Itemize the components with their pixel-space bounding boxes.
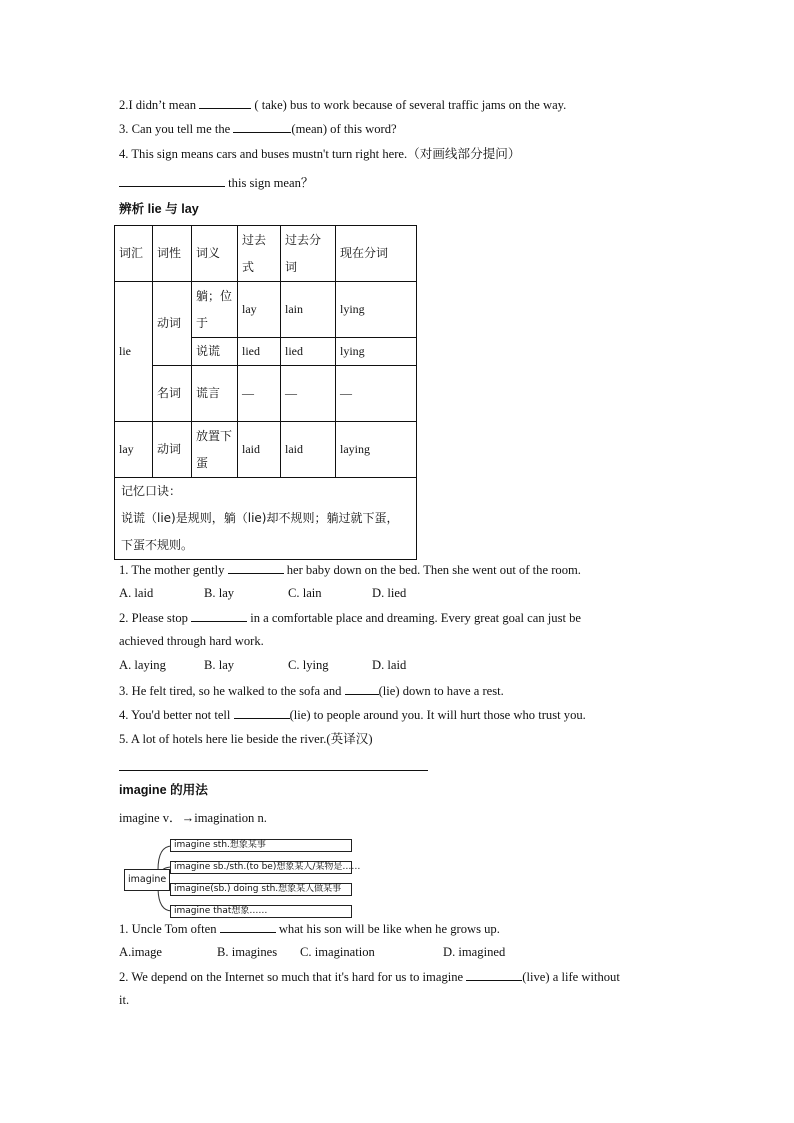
past: laid bbox=[238, 422, 281, 478]
lie-lay-table bbox=[114, 225, 417, 560]
option-b[interactable]: B. lay bbox=[204, 658, 235, 672]
past-participle: — bbox=[281, 366, 336, 422]
word-lay: lay bbox=[115, 422, 153, 478]
table-row bbox=[115, 366, 417, 422]
word-lie: lie bbox=[115, 282, 153, 422]
header-meaning: 词义 bbox=[192, 226, 238, 282]
answer-blank[interactable] bbox=[228, 561, 284, 574]
answer-blank[interactable] bbox=[234, 706, 290, 719]
header-present-participle: 现在分词 bbox=[336, 226, 417, 282]
meaning: 说谎 bbox=[192, 338, 238, 366]
answer-blank[interactable] bbox=[199, 96, 251, 109]
diagram-item: imagine that想象…… bbox=[170, 905, 352, 918]
table-header-row bbox=[115, 226, 417, 282]
option-c[interactable]: C. lain bbox=[288, 586, 322, 600]
imagine-usage-diagram bbox=[124, 837, 361, 921]
pos-noun: 名词 bbox=[153, 366, 192, 422]
exercise-5: 5. A lot of hotels here lie beside the river.(英译汉) bbox=[119, 732, 373, 746]
meaning: 谎言 bbox=[192, 366, 238, 422]
table-row bbox=[115, 422, 417, 478]
imagine-exercise-1: 1. Uncle Tom often what his son will be like when he grows up. bbox=[119, 922, 500, 936]
memo-cell bbox=[115, 478, 417, 560]
table-row bbox=[115, 282, 417, 338]
past: — bbox=[238, 366, 281, 422]
present-participle: lying bbox=[336, 338, 417, 366]
option-c[interactable]: C. lying bbox=[288, 658, 329, 672]
imagine-exercise-2: 2. We depend on the Internet so much that it's hard for us to imagine (live) a life without bbox=[119, 970, 620, 984]
option-d[interactable]: D. lied bbox=[372, 586, 407, 600]
question-3: 3. Can you tell me the (mean) of this word? bbox=[119, 122, 397, 136]
past: lay bbox=[238, 282, 281, 338]
answer-blank[interactable] bbox=[233, 120, 291, 133]
answer-line[interactable] bbox=[119, 770, 428, 771]
question-2: 2.I didn’t mean ( take) bus to work because of several traffic jams on the way. bbox=[119, 98, 567, 112]
question-4: 4. This sign means cars and buses mustn't turn right here.（对画线部分提问） bbox=[119, 147, 521, 161]
past-participle: lied bbox=[281, 338, 336, 366]
option-a[interactable]: A. laid bbox=[119, 586, 154, 600]
header-word: 词汇 bbox=[115, 226, 153, 282]
diagram-item: imagine sth.想象某事 bbox=[170, 839, 352, 852]
option-c[interactable]: C. imagination bbox=[300, 945, 375, 959]
option-d[interactable]: D. laid bbox=[372, 658, 407, 672]
pos-verb: 动词 bbox=[153, 282, 192, 366]
diagram-center: imagine bbox=[124, 869, 170, 891]
past-participle: lain bbox=[281, 282, 336, 338]
present-participle: lying bbox=[336, 282, 417, 338]
answer-blank[interactable] bbox=[220, 920, 276, 933]
past-participle: laid bbox=[281, 422, 336, 478]
meaning: 躺；位于 bbox=[192, 282, 238, 338]
exercise-1: 1. The mother gently her baby down on the bed. Then she went out of the room. bbox=[119, 563, 581, 577]
pos-verb: 动词 bbox=[153, 422, 192, 478]
answer-blank[interactable] bbox=[119, 174, 225, 187]
exercise-3: 3. He felt tired, so he walked to the sofa and (lie) down to have a rest. bbox=[119, 684, 504, 698]
imagine-exercise-2-continued: it. bbox=[119, 993, 130, 1007]
present-participle: — bbox=[336, 366, 417, 422]
option-b[interactable]: B. imagines bbox=[217, 945, 278, 959]
header-past: 过去式 bbox=[238, 226, 281, 282]
option-d[interactable]: D. imagined bbox=[443, 945, 506, 959]
header-past-participle: 过去分词 bbox=[281, 226, 336, 282]
option-b[interactable]: B. lay bbox=[204, 586, 235, 600]
option-a[interactable]: A. laying bbox=[119, 658, 166, 672]
exercise-2: 2. Please stop in a comfortable place and dreaming. Every great goal can just be bbox=[119, 611, 582, 625]
exercise-2-continued: achieved through hard work. bbox=[119, 634, 264, 648]
answer-blank[interactable] bbox=[466, 968, 522, 981]
imagine-heading: imagine 的用法 bbox=[119, 783, 208, 797]
answer-blank[interactable] bbox=[191, 609, 247, 622]
lie-lay-heading: 辨析 lie 与 lay bbox=[119, 202, 199, 216]
option-a[interactable]: A.image bbox=[119, 945, 163, 959]
imagine-subline: imagine v．→imagination n. bbox=[119, 811, 267, 825]
question-4-answer-line: this sign mean？ bbox=[119, 174, 314, 191]
present-participle: laying bbox=[336, 422, 417, 478]
diagram-item: imagine(sb.) doing sth.想象某人做某事 bbox=[170, 883, 352, 896]
memo-row bbox=[115, 478, 417, 560]
answer-blank[interactable] bbox=[345, 682, 379, 695]
memo-text: 说谎（lie)是规则，躺（lie)却不规则；躺过就下蛋，下蛋不规则。 bbox=[121, 511, 399, 552]
diagram-item: imagine sb./sth.(to be)想象某人/某物是…… bbox=[170, 861, 352, 874]
exercise-4: 4. You'd better not tell (lie) to people around you. It will hurt those who trust you. bbox=[119, 708, 586, 722]
header-pos: 词性 bbox=[153, 226, 192, 282]
past: lied bbox=[238, 338, 281, 366]
meaning: 放置下蛋 bbox=[192, 422, 238, 478]
memo-title: 记忆口诀： bbox=[121, 484, 182, 498]
